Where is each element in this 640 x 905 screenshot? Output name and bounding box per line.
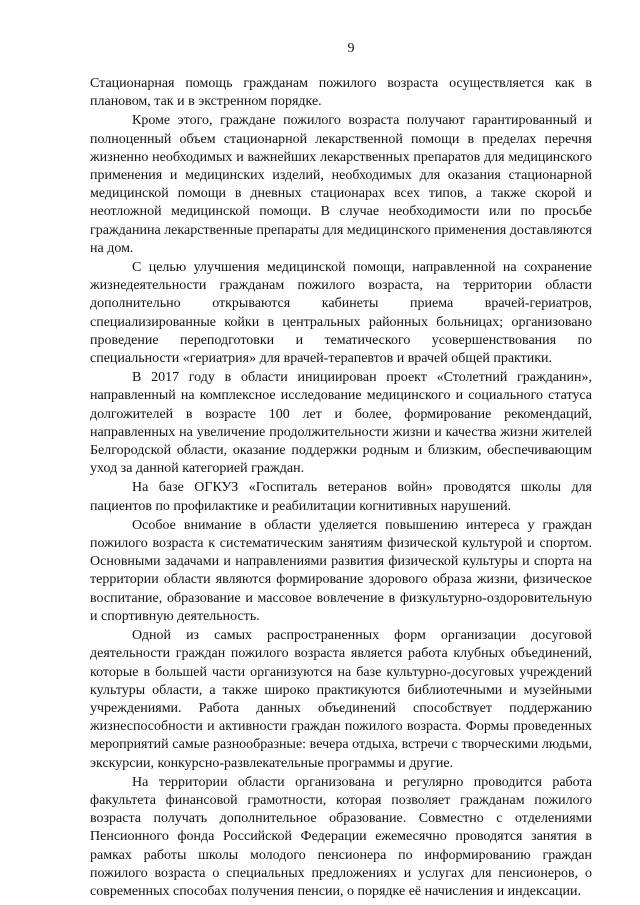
paragraph-drug-assistance: Кроме этого, граждане пожилого возраста получают гарантированный и полноценный объем стационарной лекарственной помощи в пределах перечня жизненно необходимых и важнейших лекарственных препаратов для медицинского применения и медицинских изделий, необходимых для оказания стационарной медицинской помощи в дневных стационарах всех типов, а также скорой и неотложной медицинской помощи. В случае необходимости или по просьбе гражданина лекарственные препараты для медицинского применения доставляются на дом. (90, 113, 592, 256)
page-number: 9 (347, 41, 355, 56)
paragraph-centenarian-project: В 2017 году в области инициирован проект «Столетний гражданин», направленный на комплексное исследование медицинского и социального статуса долгожителей в возрасте 100 лет и более, формирование рекомендаций, направленных на увеличение продолжительности жизни и качества жизни жителей Белгородской области, оказание поддержки родным и близким, обеспечивающим уход за данной категорией граждан. (90, 370, 592, 477)
paragraph-leisure-clubs: Одной из самых распространенных форм организации досуговой деятельности граждан пожилого возраста является работа клубных объединений, которые в большей части организуются на базе культурно-досуговых учреждений культуры области, а также широко практикуются библиотечными и музейными учреждениями. Работа данных объединений способствует поддержанию жизнеспособности и активности граждан пожилого возраста. Формы проведенных мероприятий самые разнообразные: вечера отдыха, встречи с творческими людьми, экскурсии, конкурсно-развлекательные программы и другие. (90, 628, 592, 771)
paragraph-inpatient-care: Стационарная помощь гражданам пожилого возраста осуществляется как в плановом, так и в экстренном порядке. (90, 76, 592, 110)
paragraph-financial-literacy: На территории области организована и регулярно проводится работа факультета финансовой грамотности, которая позволяет гражданам пожилого возраста получать дополнительное образование. Совместно с отделениями Пенсионного фонда Российской Федерации ежемесячно проводятся занятия в рамках работы школы молодого пенсионера по информированию граждан пожилого возраста о специальных предложениях и услугах для пенсионеров, о современных способах получения пенсии, о порядке её начисления и индексации. (90, 774, 592, 899)
paragraph-veterans-hospital: На базе ОГКУЗ «Госпиталь ветеранов войн» проводятся школы для пациентов по профилактике и реабилитации когнитивных нарушений. (90, 480, 592, 514)
paragraph-physical-culture: Особое внимание в области уделяется повышению интереса у граждан пожилого возраста к систематическим занятиям физической культурой и спортом. Основными задачами и направлениями развития физической культуры и спорта на территории области являются формирование здорового образа жизни, физическое воспитание, образование и массовое вовлечение в физкультурно-оздоровительную и спортивную деятельность. (90, 517, 592, 624)
paragraph-geriatric-care: С целью улучшения медицинской помощи, направленной на сохранение жизнедеятельности гражданам пожилого возраста, на территории области дополнительно открываются кабинеты приема врачей-гериатров, специализированные койки в центральных районных больницах; организовано проведение переподготовки и тематического усовершенствования по специальности «гериатрия» для врачей-терапевтов и врачей общей практики. (90, 260, 592, 367)
